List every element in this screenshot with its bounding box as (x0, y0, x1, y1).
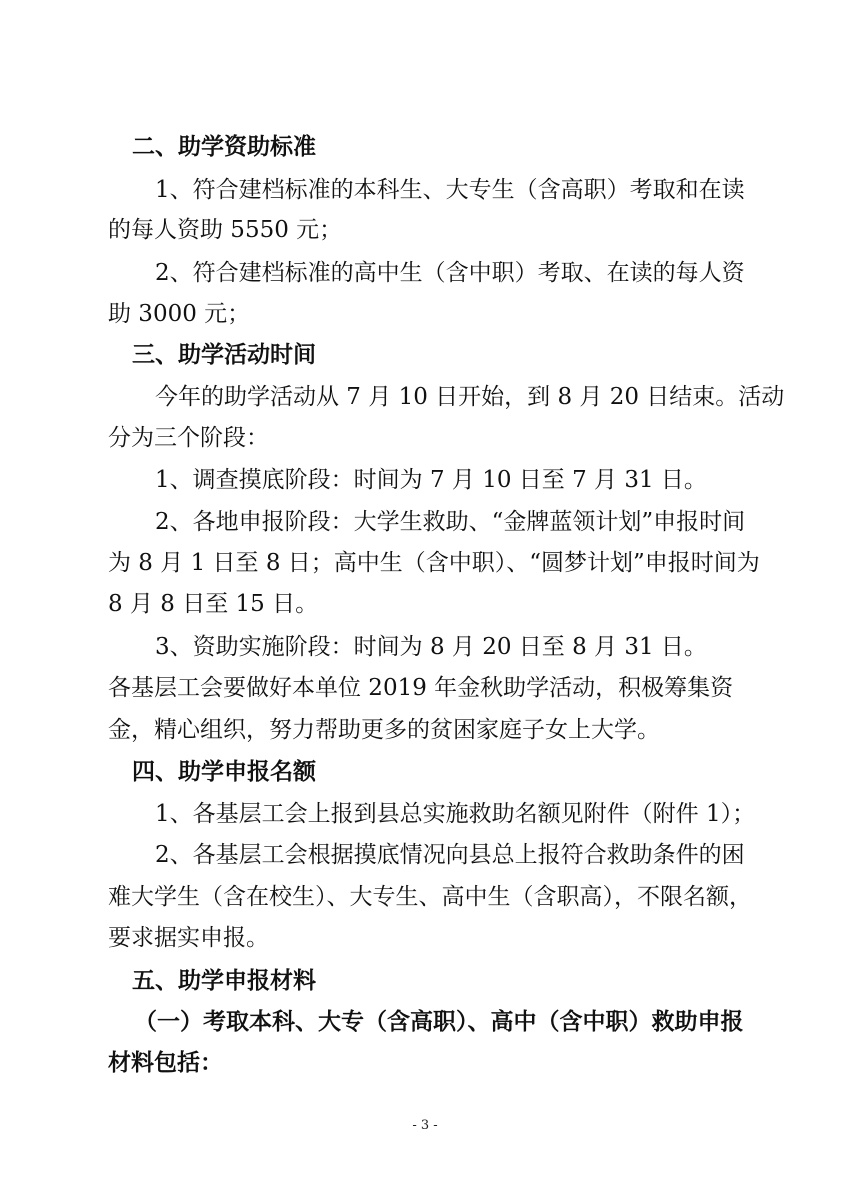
paragraph-line: 2、各基层工会根据摸底情况向县总上报符合救助条件的困 (155, 842, 745, 868)
paragraph-line: 各基层工会要做好本单位 2019 年金秋助学活动，积极筹集资 (108, 675, 734, 701)
paragraph-line: 的每人资助 5550 元； (108, 217, 343, 243)
section-heading-4: 四、助学申报名额 (132, 759, 316, 785)
paragraph-line: 3、资助实施阶段：时间为 8 月 20 日至 8 月 31 日。 (155, 634, 707, 660)
paragraph-line: 8 月 8 日至 15 日。 (108, 591, 319, 617)
paragraph-line: 1、调查摸底阶段：时间为 7 月 10 日至 7 月 31 日。 (155, 467, 707, 493)
paragraph-line: 1、各基层工会上报到县总实施救助名额见附件（附件 1）； (155, 801, 756, 827)
paragraph-line: 1、符合建档标准的本科生、大专生（含高职）考取和在读 (155, 177, 745, 203)
paragraph-line: 2、各地申报阶段：大学生救助、“金牌蓝领计划”申报时间 (155, 509, 746, 535)
paragraph-line: 难大学生（含在校生）、大专生、高中生（含职高），不限名额， (108, 884, 752, 910)
paragraph-line: 2、符合建档标准的高中生（含中职）考取、在读的每人资 (155, 260, 745, 286)
paragraph-line: 今年的助学活动从 7 月 10 日开始，到 8 月 20 日结束。活动 (155, 384, 785, 410)
section-heading-2: 二、助学资助标准 (132, 134, 316, 160)
page-number: - 3 - (412, 1118, 438, 1133)
section-heading-3: 三、助学活动时间 (132, 342, 316, 368)
subsection-heading-cont: 材料包括： (108, 1050, 223, 1076)
section-heading-5: 五、助学申报材料 (132, 968, 316, 994)
paragraph-line: 为 8 月 1 日至 8 日；高中生（含中职）、“圆梦计划”申报时间为 (108, 550, 760, 576)
paragraph-line: 要求据实申报。 (108, 925, 269, 951)
paragraph-line: 助 3000 元； (108, 301, 251, 327)
subsection-heading: （一）考取本科、大专（含高职）、高中（含中职）救助申报 (134, 1009, 744, 1035)
paragraph-line: 金，精心组织，努力帮助更多的贫困家庭子女上大学。 (108, 717, 660, 743)
paragraph-line: 分为三个阶段： (108, 425, 269, 451)
